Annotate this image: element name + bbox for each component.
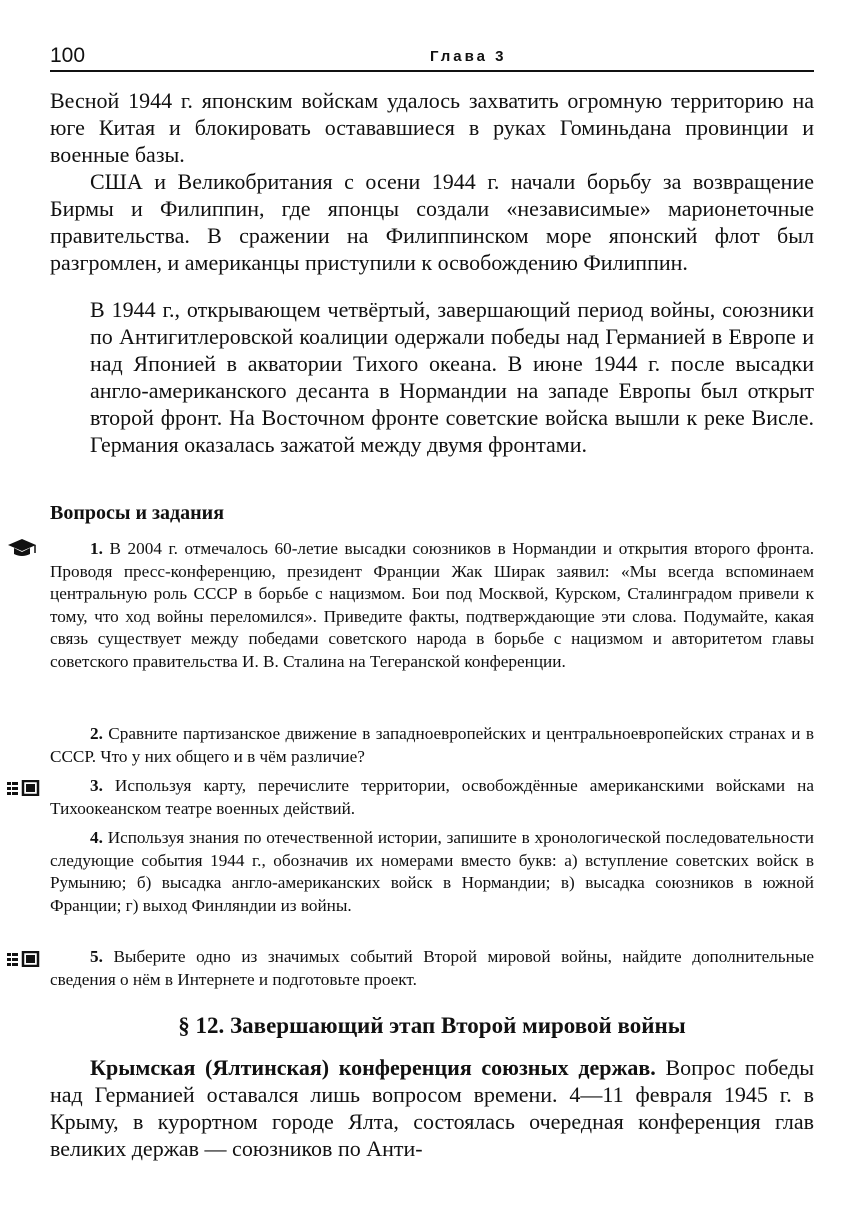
question-5 (50, 946, 814, 991)
question-3 (50, 775, 814, 820)
question-4-text: Используя знания по отечественной истории, запишите в хронологической последовательности следующие события 1944 г., обозначив их номерами вместо букв: а) вступление советских войск в Румынию; б) высадка англо-американских войск в Нормандии; в) высадка союзников в южной Франции; г) выход Финляндии из войны. (50, 828, 814, 915)
question-4 (50, 827, 814, 917)
question-1-text: В 2004 г. отмечалось 60-летие высадки союзников в Нормандии и открытия второго фронта. Проводя пресс-конференцию, президент Франции Жак Ширак заявил: «Мы всегда вспоминаем центральную роль СССР в борьбе с нацизмом. Бои под Москвой, Курском, Сталинградом привели к тому, что ход войны переломился». Приведите факты, подтверждающие эти слова. Подумайте, какая связь существует между победами советского народа в борьбе с нацизмом и авторитетом главы советского правительства И. В. Сталина на Тегеранской конференции. (50, 539, 814, 671)
paragraph-2-text: США и Великобритания с осени 1944 г. начали борьбу за возвращение Бирмы и Филиппин, где японцы создали «независимые» марионеточные правительства. В сражении на Филиппинском море японский флот был разгромлен, и американцы приступили к освобождению Филиппин. (50, 169, 814, 275)
section-text: Вопрос победы над Германией оставался лишь вопросом времени. 4—11 февраля 1945 г. в Крыму, в курортном городе Ялта, состоялась очередная конференция глав великих держав — союзников по Анти- (50, 1055, 815, 1161)
question-4-number: 4. (90, 828, 103, 847)
page-number: 100 (50, 44, 86, 67)
question-3-text: Используя карту, перечислите территории, освобождённые американскими войсками на Тихоокеанском театре военных действий. (50, 776, 814, 818)
electronic-resource-icon (6, 780, 40, 796)
paragraph-1: Весной 1944 г. японским войскам удалось захватить огромную территорию на юге Китая и блокировать остававшиеся в руках Гоминьдана провинции и военные базы. (50, 88, 814, 167)
graduation-cap-icon (6, 538, 38, 558)
question-5-text: Выберите одно из значимых событий Второй мировой войны, найдите дополнительные сведения о нём в Интернете и подготовьте проект. (50, 947, 815, 989)
section-paragraph (50, 1054, 814, 1162)
questions-title: Вопросы и задания (50, 502, 225, 524)
period-summary: В 1944 г., открывающем четвёртый, завершающий период войны, союзники по Антигитлеровской коалиции одержали победы над Германией в Европе и над Японией в акватории Тихого океана. В июне 1944 г. после высадки англо-американского десанта в Нормандии на западе Европы был открыт второй фронт. На Восточном фронте советские войска вышли к реке Висле. Германия оказалась зажатой между двумя фронтами. (90, 297, 814, 457)
page-header (50, 44, 814, 72)
section-lead: Крымская (Ялтинская) конференция союзных держав. (90, 1055, 656, 1080)
question-1 (50, 538, 814, 673)
paragraph-2 (50, 168, 814, 276)
question-2-text: Сравните партизанское движение в западноевропейских и центральноевропейских странах и в СССР. Что у них общего и в чём различие? (50, 724, 814, 766)
electronic-resource-icon (6, 951, 40, 967)
question-5-number: 5. (90, 947, 103, 966)
question-3-number: 3. (90, 776, 103, 795)
chapter-label: Глава 3 (430, 48, 507, 65)
question-2-number: 2. (90, 724, 103, 743)
question-1-number: 1. (90, 539, 103, 558)
section-title: § 12. Завершающий этап Второй мировой войны (178, 1013, 686, 1038)
question-2 (50, 723, 814, 768)
